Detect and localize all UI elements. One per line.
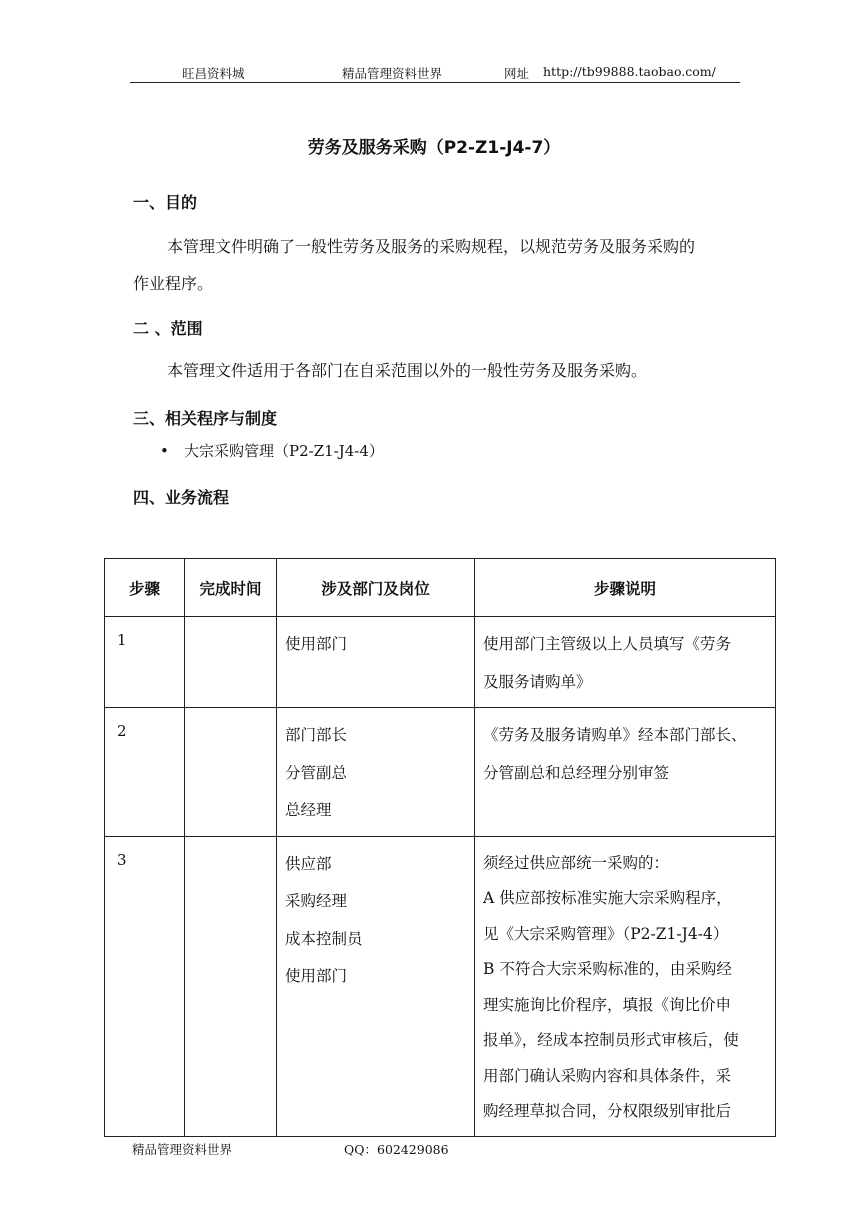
purpose-line-1: 本管理文件明确了一般性劳务及服务的采购规程，以规范劳务及服务采购的 (167, 237, 696, 256)
footer-slogan: 精品管理资料世界 (132, 1142, 233, 1157)
role-item: 采购经理 (285, 892, 348, 910)
scope-paragraph (133, 352, 753, 389)
description-line: 分管副总和总经理分别审签 (483, 763, 670, 782)
header-site-label: 网址 (504, 66, 530, 81)
description-line: 须经过供应部统一采购的： (483, 853, 670, 872)
role-item: 总经理 (285, 801, 332, 819)
description-cell (475, 708, 776, 837)
roles-cell (277, 708, 475, 837)
table-row (105, 708, 776, 837)
header-step: 步骤 (105, 559, 185, 617)
header-description: 步骤说明 (475, 559, 776, 617)
role-item: 部门部长 (285, 726, 348, 744)
step-number-cell (105, 836, 185, 1136)
description-line: B 不符合大宗采购标准的，由采购经 (483, 960, 732, 978)
description-line: 理实施询比价程序，填报《询比价申 (483, 995, 732, 1014)
page-header (130, 62, 740, 83)
step-number: 1 (117, 631, 127, 649)
step-number-cell (105, 708, 185, 837)
completion-time-cell (185, 708, 277, 837)
section-heading-scope: 二 、范围 (133, 319, 203, 338)
document-title: 劳务及服务采购（P2-Z1-J4-7） (307, 138, 561, 158)
related-item-text: 大宗采购管理（P2-Z1-J4-4） (184, 442, 384, 460)
header-slogan: 精品管理资料世界 (342, 66, 443, 81)
completion-time-cell (185, 836, 277, 1136)
section-heading-process: 四、业务流程 (133, 488, 230, 507)
role-item: 成本控制员 (285, 929, 363, 948)
table-row (105, 617, 776, 708)
step-number-cell (105, 617, 185, 708)
purpose-line-2: 作业程序。 (133, 274, 214, 293)
table-row (105, 836, 776, 1136)
header-roles: 涉及部门及岗位 (277, 559, 475, 617)
description-line: 报单》，经成本控制员形式审核后，使 (483, 1031, 739, 1049)
process-table (104, 558, 776, 1137)
roles-cell (277, 836, 475, 1136)
completion-time-cell (185, 617, 277, 708)
purpose-paragraph (133, 228, 753, 302)
section-heading-related: 三、相关程序与制度 (133, 409, 278, 428)
role-item: 使用部门 (285, 967, 348, 985)
bullet-icon: • (160, 442, 169, 460)
description-line: 用部门确认采购内容和具体条件，采 (483, 1066, 732, 1085)
role-item: 供应部 (285, 854, 332, 873)
footer-qq: QQ：602429086 (344, 1142, 449, 1157)
description-line: A 供应部按标准实施大宗采购程序， (483, 889, 732, 907)
description-cell (475, 617, 776, 708)
table-header-row (105, 559, 776, 617)
page-footer (132, 1140, 449, 1158)
section-heading-purpose: 一、目的 (133, 193, 198, 212)
role-item: 使用部门 (285, 635, 348, 653)
description-line: 《劳务及服务请购单》经本部门部长、 (483, 726, 747, 744)
related-list-item (160, 440, 384, 461)
step-number: 2 (117, 722, 127, 740)
header-site-url[interactable]: http://tb99888.taobao.com/ (543, 64, 716, 79)
description-line: 使用部门主管级以上人员填写《劳务 (483, 635, 732, 653)
header-shop-name: 旺昌资料城 (182, 66, 245, 81)
description-cell (475, 836, 776, 1136)
header-time: 完成时间 (185, 559, 277, 617)
description-line: 购经理草拟合同，分权限级别审批后 (483, 1102, 732, 1120)
description-line: 及服务请购单》 (483, 672, 592, 691)
description-line: 见《大宗采购管理》（P2-Z1-J4-4） (483, 924, 729, 943)
scope-text: 本管理文件适用于各部门在自采范围以外的一般性劳务及服务采购。 (167, 361, 648, 380)
roles-cell (277, 617, 475, 708)
step-number: 3 (117, 850, 127, 869)
role-item: 分管副总 (285, 763, 348, 782)
